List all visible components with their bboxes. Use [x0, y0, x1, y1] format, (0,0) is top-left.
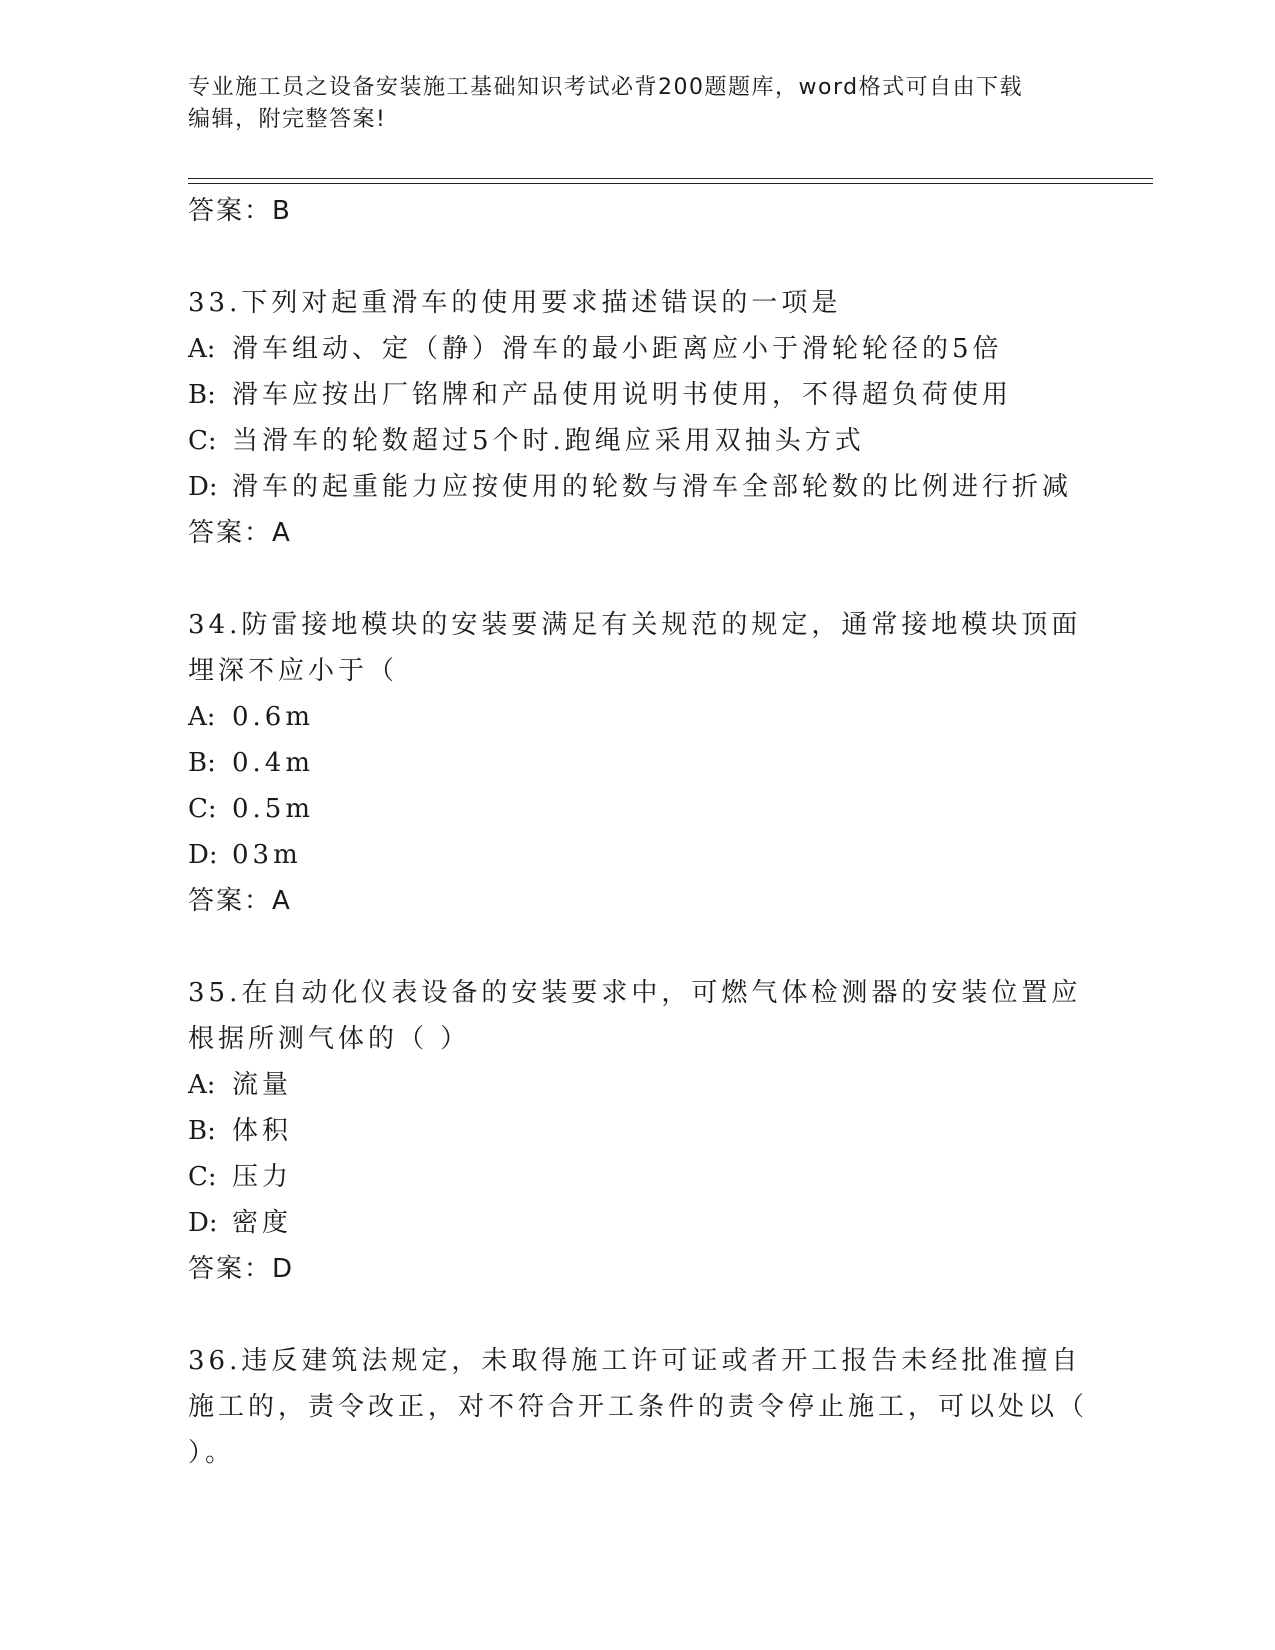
option-letter: D:: [188, 840, 218, 870]
answer-line: 答案：A: [188, 886, 292, 916]
option-b: [188, 1108, 1088, 1154]
document-header: [188, 72, 1088, 136]
option-letter: B:: [188, 748, 216, 778]
answer-line: 答案：D: [188, 1254, 295, 1284]
option-text: 体积: [232, 1116, 293, 1146]
question-block: [188, 970, 1088, 1292]
option-letter: C:: [188, 794, 217, 824]
question-block: [188, 602, 1088, 924]
option-letter: A:: [188, 334, 216, 364]
question-text: 33.下列对起重滑车的使用要求描述错误的一项是: [188, 288, 842, 318]
option-letter: B:: [188, 380, 216, 410]
option-c: [188, 786, 1088, 832]
option-c: [188, 418, 1088, 464]
option-a: [188, 326, 1088, 372]
option-letter: A:: [188, 1070, 216, 1100]
answer-line: 答案：B: [188, 196, 292, 226]
option-letter: D:: [188, 472, 218, 502]
option-text: 0.6m: [232, 702, 315, 732]
question-text: 35.在自动化仪表设备的安装要求中，可燃气体检测器的安装位置应根据所测气体的（ ）: [188, 978, 1082, 1054]
option-b: [188, 740, 1088, 786]
question-text: 34.防雷接地模块的安装要满足有关规范的规定，通常接地模块顶面埋深不应小于（: [188, 610, 1082, 686]
option-text: 密度: [232, 1208, 293, 1238]
option-text: 滑车的起重能力应按使用的轮数与滑车全部轮数的比例进行折减: [232, 472, 1073, 502]
option-a: [188, 694, 1088, 740]
header-divider-top: [188, 178, 1153, 179]
option-letter: A:: [188, 702, 216, 732]
option-b: [188, 372, 1088, 418]
option-letter: C:: [188, 1162, 217, 1192]
option-text: 当滑车的轮数超过5个时.跑绳应采用双抽头方式: [232, 426, 865, 456]
option-text: 滑车组动、定（静）滑车的最小距离应小于滑轮轮径的5倍: [232, 334, 1003, 364]
option-text: 压力: [232, 1162, 293, 1192]
option-d: [188, 832, 1088, 878]
option-text: 滑车应按出厂铭牌和产品使用说明书使用，不得超负荷使用: [232, 380, 1013, 410]
option-d: [188, 1200, 1088, 1246]
header-line-2: 编辑，附完整答案!: [188, 107, 387, 132]
option-letter: C:: [188, 426, 217, 456]
question-block: [188, 280, 1088, 556]
question-text: 36.违反建筑法规定，未取得施工许可证或者开工报告未经批准擅自施工的，责令改正，对不符合开工条件的责令停止施工，可以处以（ ）。: [188, 1346, 1089, 1468]
option-letter: D:: [188, 1208, 218, 1238]
header-line-1: 专业施工员之设备安装施工基础知识考试必背200题题库，word格式可自由下载: [188, 75, 1024, 100]
option-a: [188, 1062, 1088, 1108]
option-d: [188, 464, 1088, 510]
question-block: [188, 1338, 1088, 1476]
answer-line: 答案：A: [188, 518, 292, 548]
option-text: 0.5m: [232, 794, 315, 824]
option-letter: B:: [188, 1116, 216, 1146]
header-divider-bottom: [188, 183, 1153, 184]
option-text: 03m: [232, 840, 302, 870]
option-text: 流量: [232, 1070, 293, 1100]
option-text: 0.4m: [232, 748, 315, 778]
document-body: [188, 188, 1088, 1476]
option-c: [188, 1154, 1088, 1200]
